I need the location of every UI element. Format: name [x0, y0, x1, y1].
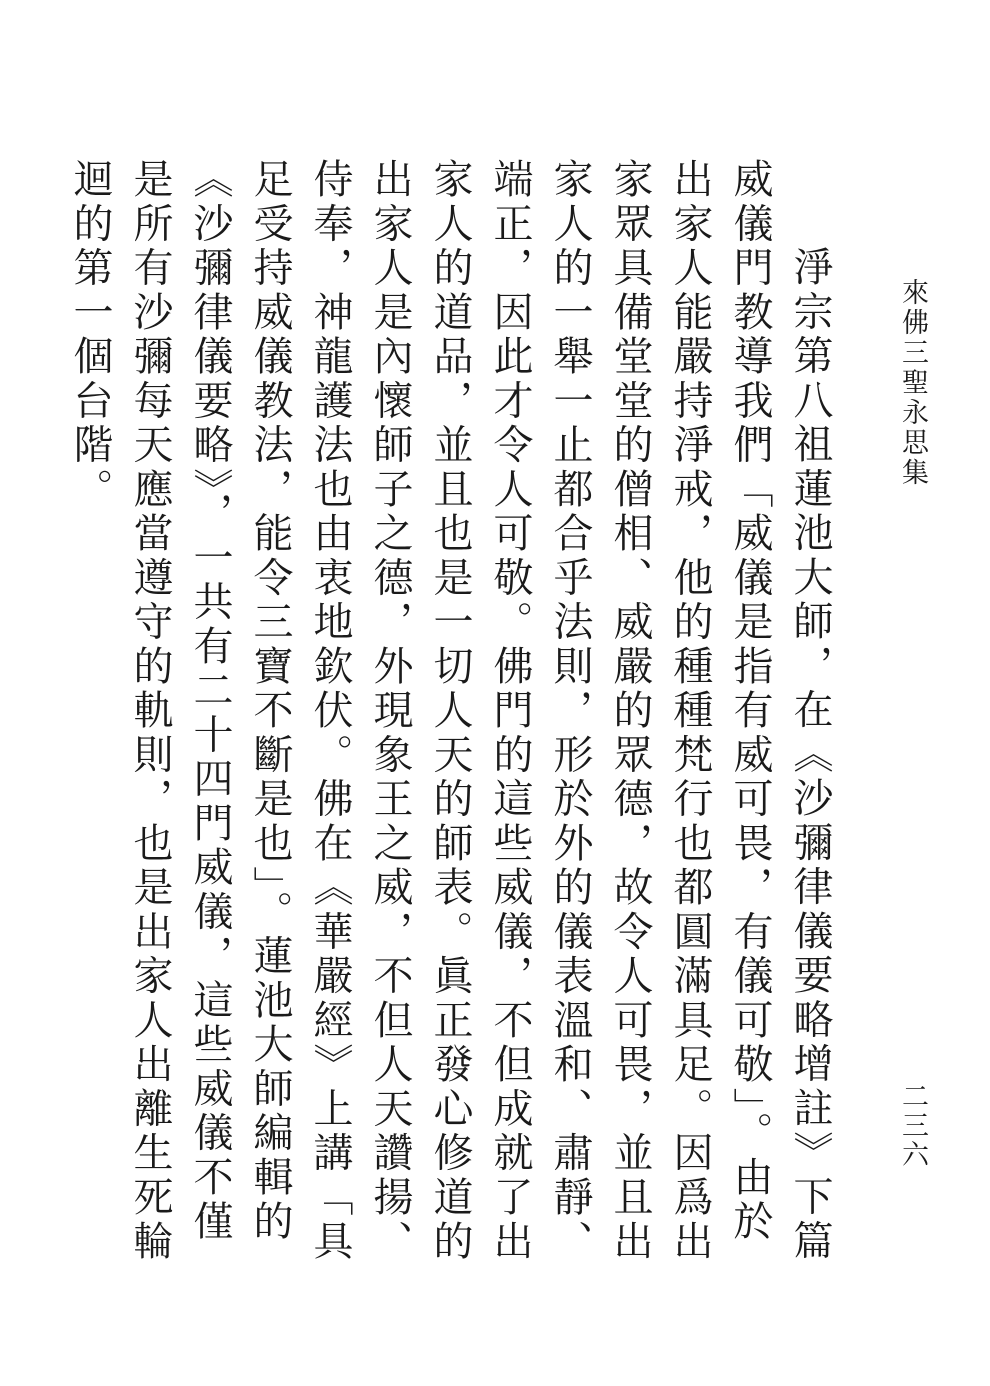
main-text-block — [60, 158, 840, 1288]
page-number: 二三六 — [897, 1082, 928, 1169]
running-header-title: 來佛三聖永思集 — [897, 278, 928, 488]
body-paragraph: 淨宗第八祖蓮池大師，在《沙彌律儀要略增註》下篇威儀門教導我們「威儀是指有威可畏，有儀可敬」。由於出家人能嚴持淨戒，他的種種梵行也都圓滿具足。因爲出家眾具備堂堂的僧相、威嚴的眾德，故令人可畏，並且出家人的一舉一止都合乎法則，形於外的儀表溫和、肅靜、端正，因此才令人可敬。佛門的這些威儀，不但成就了出家人的道品，並且也是一切人天的師表。眞正發心修道的出家人是內懷師子之德，外現象王之威，不但人天讚揚、侍奉，神龍護法也由衷地欽伏。佛在《華嚴經》上講「具足受持威儀教法，能令三寶不斷是也」。蓮池大師編輯的《沙彌律儀要略》，一共有二十四門威儀，這些威儀不僅是所有沙彌每天應當遵守的軌則，也是出家人出離生死輪迴的第一個台階。 — [67, 158, 833, 1265]
